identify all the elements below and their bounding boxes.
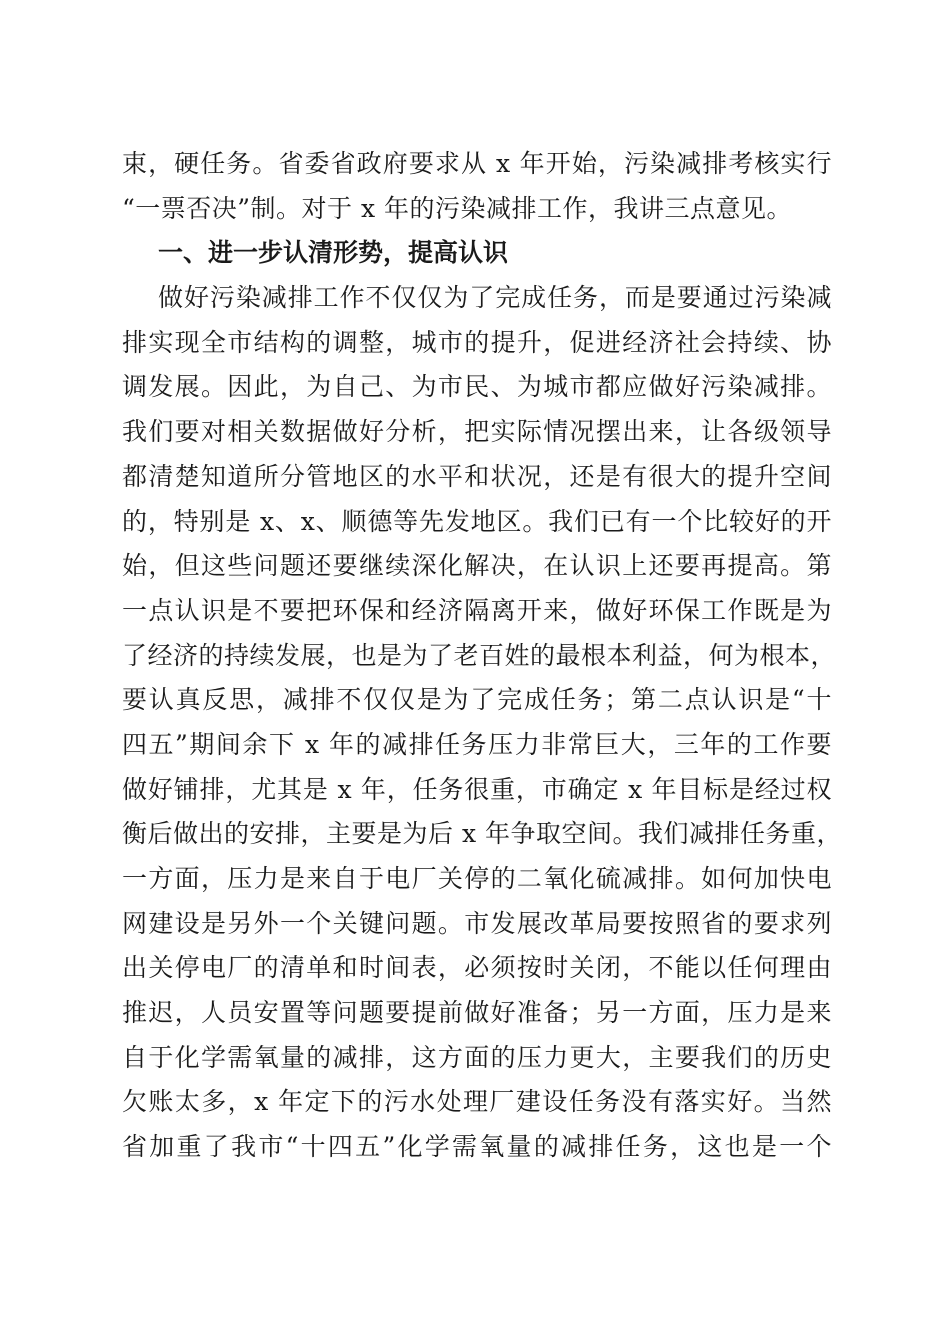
- intro-line-2: “一票否决”制。对于 x 年的污染减排工作，我讲三点意见。: [122, 193, 793, 223]
- body-line-3: 调发展。因此，为自己、为市民、为城市都应做好污染减排。: [122, 372, 832, 402]
- body-line-10: 要认真反思，减排不仅仅是为了完成任务；第二点认识是“十: [122, 685, 832, 715]
- body-line-7: 始，但这些问题还要继续深化解决，在认识上还要再提高。第: [122, 551, 832, 581]
- body-line-15: 网建设是另外一个关键问题。市发展改革局要按照省的要求列: [122, 908, 832, 938]
- body-line-6: 的，特别是 x、x、顺德等先发地区。我们已有一个比较好的开: [122, 506, 832, 536]
- body-line-11: 四五”期间余下 x 年的减排任务压力非常巨大，三年的工作要: [122, 729, 832, 759]
- intro-line-1: 束，硬任务。省委省政府要求从 x 年开始，污染减排考核实行: [122, 149, 832, 178]
- document-page: [122, 142, 842, 1170]
- body-line-19: 欠账太多，x 年定下的污水处理厂建设任务没有落实好。当然: [122, 1087, 832, 1117]
- body-line-2: 排实现全市结构的调整，城市的提升，促进经济社会持续、协: [122, 327, 832, 357]
- body-line-17: 推迟，人员安置等问题要提前做好准备；另一方面，压力是来: [122, 998, 832, 1028]
- body-line-14: 一方面，压力是来自于电厂关停的二氧化硫减排。如何加快电: [122, 864, 832, 893]
- body-line-12: 做好铺排，尤其是 x 年，任务很重，市确定 x 年目标是经过权: [122, 774, 832, 804]
- body-line-9: 了经济的持续发展，也是为了老百姓的最根本利益，何为根本，: [122, 640, 837, 670]
- body-line-8: 一点认识是不要把环保和经济隔离开来，做好环保工作既是为: [122, 595, 832, 625]
- body-line-4: 我们要对相关数据做好分析，把实际情况摆出来，让各级领导: [122, 417, 832, 447]
- body-line-16: 出关停电厂的清单和时间表，必须按时关闭，不能以任何理由: [122, 953, 832, 983]
- body-line-5: 都清楚知道所分管地区的水平和状况，还是有很大的提升空间: [122, 461, 832, 491]
- section-heading: 一、进一步认清形势，提高认识: [158, 238, 509, 268]
- body-line-1: 做好污染减排工作不仅仅为了完成任务，而是要通过污染减: [158, 283, 832, 313]
- body-line-18: 自于化学需氧量的减排，这方面的压力更大，主要我们的历史: [122, 1042, 832, 1072]
- body-line-20: 省加重了我市“十四五”化学需氧量的减排任务，这也是一个: [122, 1132, 832, 1162]
- body-line-13: 衡后做出的安排，主要是为后 x 年争取空间。我们减排任务重，: [122, 819, 842, 849]
